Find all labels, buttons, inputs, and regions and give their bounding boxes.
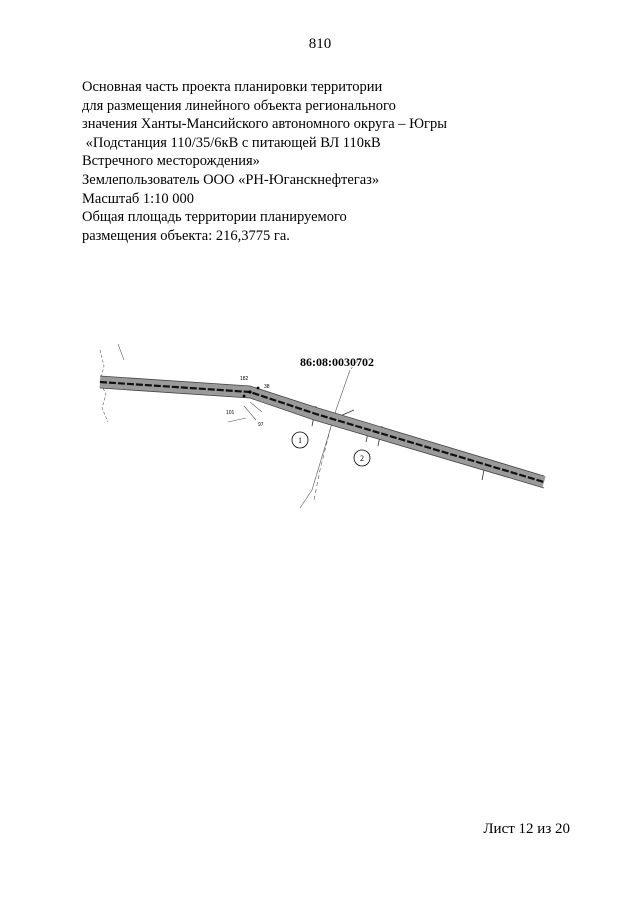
- cadastral-number: 86:08:0030702: [300, 355, 374, 369]
- point-label-38: 38: [264, 384, 270, 390]
- header-line-8: Общая площадь территории планируемого: [82, 209, 347, 226]
- marker-1: [292, 432, 308, 448]
- header-line-1: Основная часть проекта планировки территории: [82, 79, 383, 95]
- point-label-97: 97: [258, 422, 264, 428]
- marker-2-label: 2: [360, 454, 364, 463]
- point-label-182: 182: [240, 376, 249, 382]
- marker-1-label: 1: [298, 436, 302, 445]
- header-line-3: значения Ханты-Мансийского автономного округа – Югры: [82, 116, 447, 133]
- header-line-5: Встречного месторождения»: [82, 153, 260, 170]
- header-line-9: размещения объекта: 216,3775 га.: [82, 227, 290, 244]
- header-line-4: «Подстанция 110/35/6кВ с питающей ВЛ 110кВ: [82, 134, 381, 151]
- sheet-number: Лист 12 из 20: [483, 821, 570, 837]
- point-label-101: 101: [226, 410, 235, 416]
- corridor-edge-bottom: [100, 388, 544, 488]
- header-line-2: для размещения линейного объекта регионального: [82, 97, 396, 114]
- header-block: [82, 78, 447, 245]
- right-of-way-corridor: [100, 382, 544, 482]
- header-line-6: Землепользователь ООО «РН-Юганскнефтегаз»: [82, 171, 380, 188]
- planning-map: [0, 330, 640, 530]
- header-line-7: Масштаб 1:10 000: [82, 190, 195, 207]
- page-number: 810: [308, 36, 332, 52]
- marker-2: [354, 450, 370, 466]
